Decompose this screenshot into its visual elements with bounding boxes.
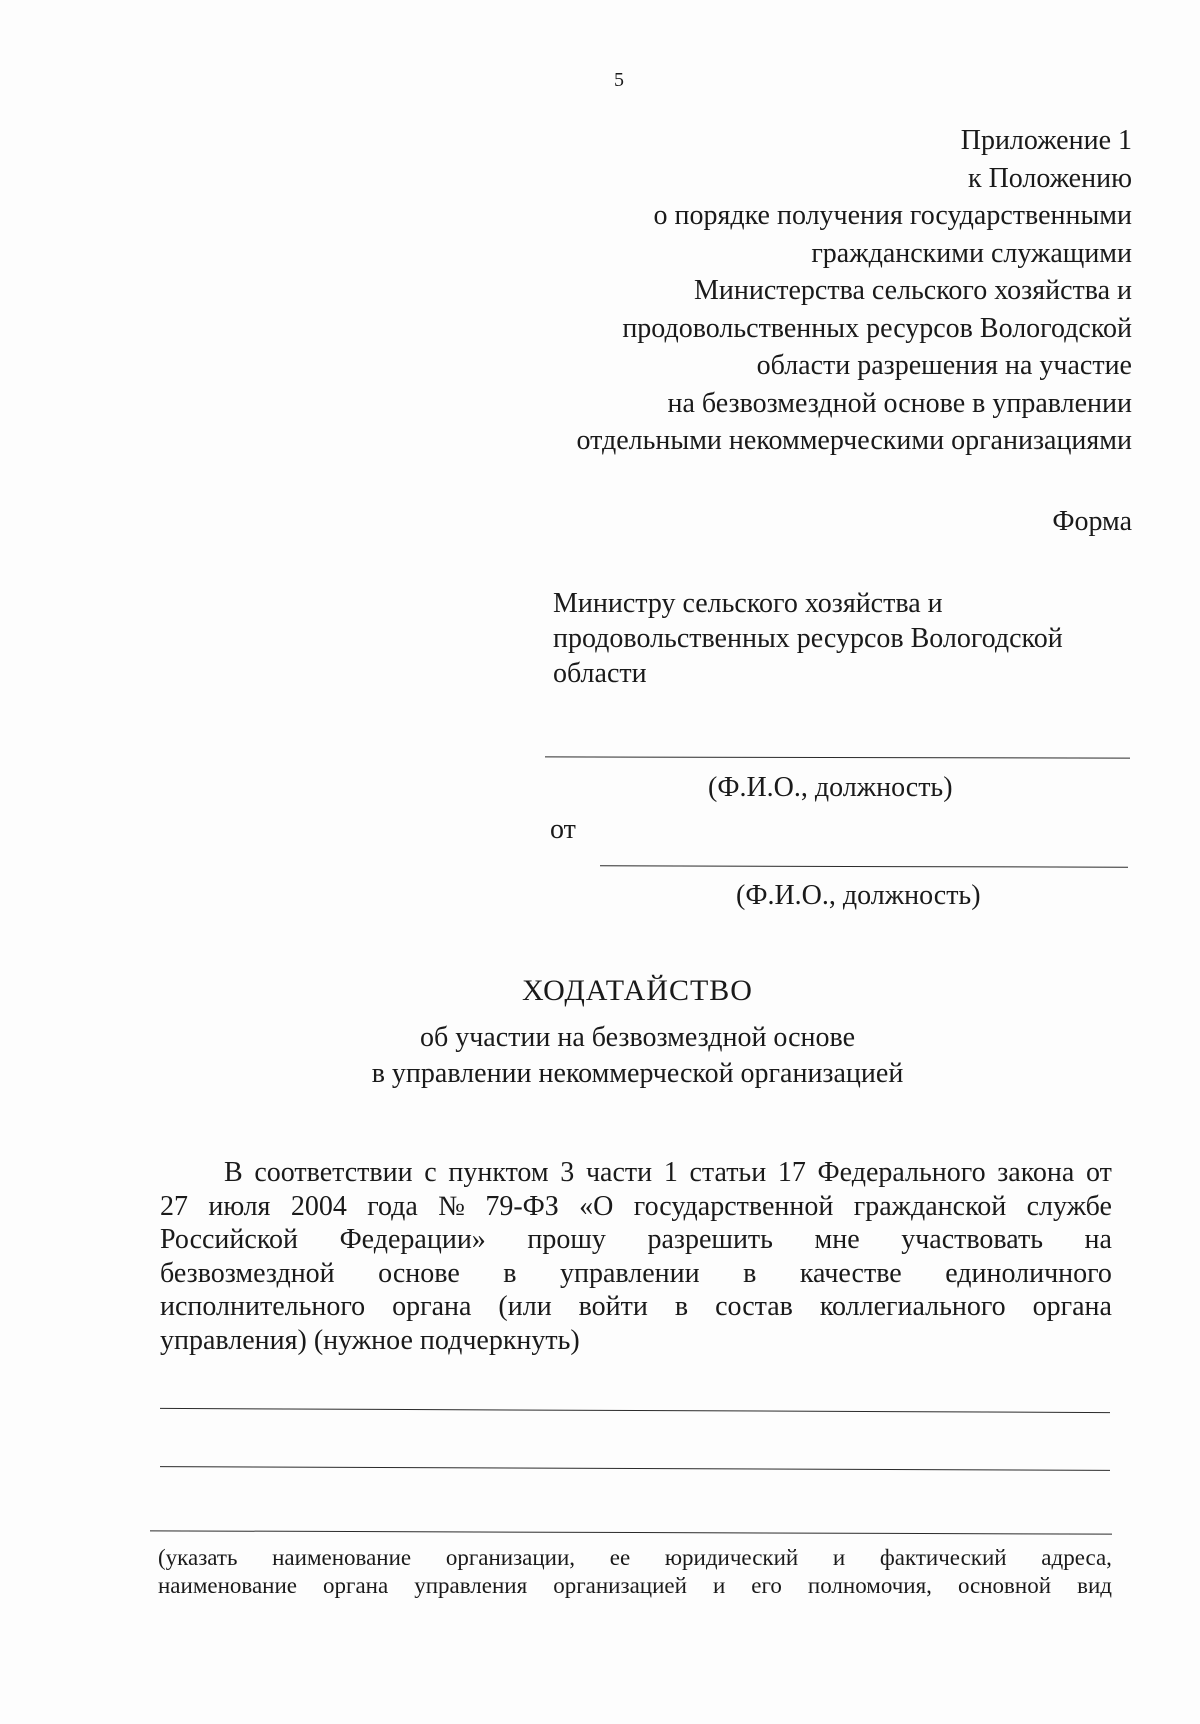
- word: управления: [414, 1573, 528, 1598]
- word: мне: [814, 1224, 860, 1255]
- word: организацией: [553, 1573, 687, 1598]
- word: ее: [609, 1545, 631, 1570]
- word: государственной: [633, 1190, 834, 1222]
- petition-body: [160, 1156, 1112, 1357]
- appendix-header: [492, 122, 1132, 460]
- appendix-line: продовольственных ресурсов Вологодской: [622, 312, 1132, 344]
- addressee-line: области: [553, 658, 647, 689]
- word: 2004: [290, 1190, 347, 1222]
- document-subtitle-2: в управлении некоммерческой организацией: [371, 1058, 904, 1089]
- word: закона: [997, 1157, 1075, 1188]
- word: июля: [208, 1190, 271, 1222]
- word: его: [751, 1573, 782, 1598]
- word: 1: [663, 1157, 678, 1188]
- body-line: [160, 1223, 1112, 1257]
- word: и: [832, 1545, 846, 1570]
- word: наименование: [158, 1573, 297, 1598]
- word: адреса,: [1041, 1545, 1112, 1570]
- organization-fill-line-2[interactable]: [160, 1466, 1110, 1471]
- word: (нужное: [313, 1324, 413, 1356]
- body-line: [160, 1324, 1112, 1358]
- from-name-caption: (Ф.И.О., должность): [736, 880, 981, 911]
- word: соответствии: [254, 1157, 413, 1188]
- appendix-line: о порядке получения государственными: [653, 200, 1132, 231]
- word: Российской: [160, 1224, 298, 1255]
- word: органа: [323, 1573, 389, 1598]
- appendix-line: Приложение 1: [960, 125, 1132, 156]
- word: участвовать: [901, 1224, 1043, 1255]
- word: наименование: [272, 1545, 412, 1570]
- word: 3: [560, 1157, 575, 1188]
- word: подчеркнуть): [419, 1324, 580, 1356]
- word: года: [367, 1190, 418, 1222]
- organization-fill-line-1[interactable]: [160, 1408, 1110, 1413]
- body-line: [160, 1190, 1112, 1224]
- word: «О: [579, 1190, 614, 1222]
- appendix-line: Министерства сельского хозяйства и: [693, 275, 1132, 306]
- document-subtitle-1: об участии на безвозмездной основе: [419, 1022, 856, 1053]
- word: юридический: [664, 1545, 799, 1570]
- word: Федерации»: [339, 1224, 486, 1255]
- appendix-line: к Положению: [967, 162, 1132, 194]
- word: службе: [1026, 1190, 1112, 1222]
- word: войти: [578, 1291, 648, 1322]
- note-line: [158, 1572, 1112, 1600]
- word: основной: [957, 1573, 1052, 1598]
- form-label: Форма: [1052, 506, 1132, 537]
- word: коллегиального: [819, 1291, 1006, 1322]
- instruction-note: [158, 1544, 1112, 1600]
- word: в: [743, 1257, 757, 1289]
- word: (указать: [158, 1545, 238, 1570]
- word: органа: [392, 1291, 472, 1322]
- word: (или: [498, 1291, 552, 1322]
- word: исполнительного: [160, 1291, 366, 1322]
- word: полномочия,: [807, 1573, 932, 1598]
- word: вид: [1077, 1573, 1112, 1598]
- word: управлении: [560, 1257, 700, 1289]
- word: гражданской: [853, 1190, 1007, 1222]
- word: управления): [160, 1324, 307, 1356]
- word: безвозмездной: [160, 1257, 335, 1289]
- word: статьи: [689, 1157, 767, 1188]
- word: пунктом: [448, 1157, 549, 1188]
- word: 79-ФЗ: [485, 1190, 559, 1222]
- word: разрешить: [647, 1224, 773, 1255]
- word: с: [424, 1157, 437, 1188]
- word: единоличного: [945, 1257, 1112, 1289]
- word: качестве: [799, 1257, 902, 1289]
- word: прошу: [527, 1224, 606, 1255]
- word: В: [224, 1157, 243, 1188]
- note-line: [158, 1544, 1112, 1572]
- word: 17: [777, 1157, 806, 1188]
- body-line: [160, 1156, 1112, 1190]
- document-title: ХОДАТАЙСТВО: [522, 974, 753, 1007]
- appendix-line: гражданскими служащими: [811, 237, 1132, 269]
- word: от: [1086, 1157, 1112, 1188]
- appendix-line: отдельными некоммерческими организациями: [576, 425, 1132, 456]
- word: на: [1084, 1224, 1112, 1255]
- word: организации,: [445, 1545, 576, 1570]
- body-line: [160, 1257, 1112, 1291]
- addressee-line: продовольственных ресурсов Вологодской: [553, 623, 1063, 654]
- word: и: [712, 1573, 726, 1598]
- word: Федерального: [817, 1157, 986, 1188]
- addressee-line: Министру сельского хозяйства и: [553, 588, 943, 619]
- word: 27: [160, 1190, 188, 1222]
- organization-fill-line-3[interactable]: [150, 1530, 1112, 1534]
- addressee-block: [553, 586, 1113, 691]
- word: №: [438, 1190, 465, 1222]
- to-name-caption: (Ф.И.О., должность): [708, 772, 953, 803]
- to-name-fill-line[interactable]: [545, 756, 1130, 758]
- word: основе: [378, 1257, 460, 1289]
- page-number: 5: [614, 69, 624, 91]
- word: состав: [715, 1291, 793, 1322]
- word: в: [503, 1257, 517, 1289]
- body-line: [160, 1290, 1112, 1324]
- word: части: [585, 1157, 653, 1188]
- from-label: от: [550, 814, 576, 845]
- word: фактический: [879, 1545, 1007, 1570]
- word: органа: [1032, 1291, 1112, 1322]
- word: в: [674, 1291, 689, 1322]
- appendix-line: области разрешения на участие: [756, 350, 1132, 381]
- appendix-line: на безвозмездной основе в управлении: [667, 387, 1132, 419]
- from-name-fill-line[interactable]: [600, 865, 1128, 867]
